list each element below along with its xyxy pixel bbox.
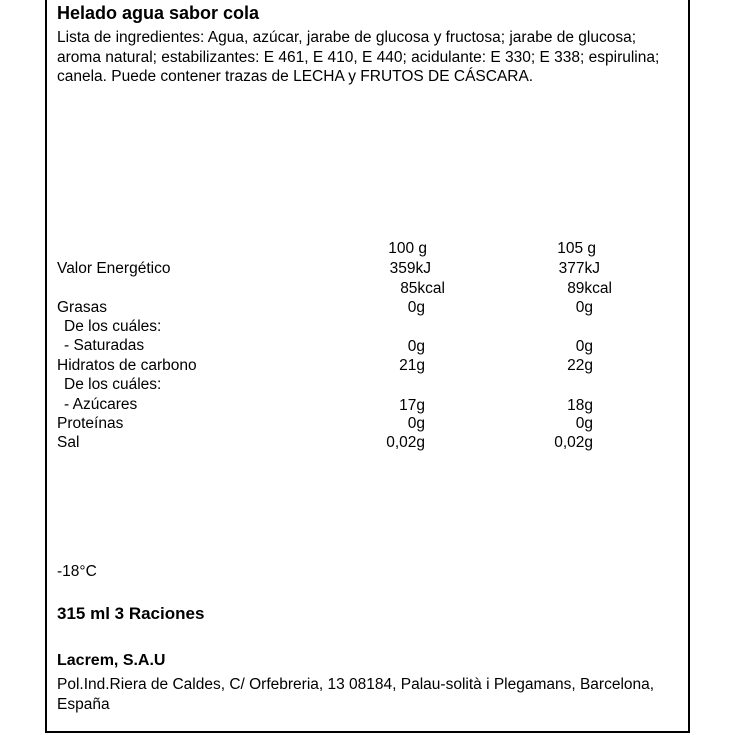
row-protein-v2: 0g [575, 415, 593, 432]
row-energy-v2: 377kJ [558, 260, 600, 277]
row-label-energy: Valor Energético [57, 260, 171, 277]
row-sugars-v1: 17g [399, 397, 425, 414]
storage-temperature: -18°C [57, 563, 97, 580]
row-fat-v1: 0g [407, 299, 425, 316]
row-sugars-v2: 18g [567, 397, 593, 414]
row-energy-v1: 359kJ [389, 260, 431, 277]
product-title: Helado agua sabor cola [57, 3, 260, 23]
row-label-saturated: - Saturadas [64, 337, 145, 354]
row-label-protein: Proteínas [57, 415, 124, 432]
row-label-salt: Sal [57, 434, 80, 451]
row-carbs-v2: 22g [567, 357, 593, 374]
row-label-of-which-carbs: De los cuáles: [64, 376, 162, 393]
row-carbs-v1: 21g [399, 357, 425, 374]
row-saturated-v2: 0g [575, 338, 593, 355]
company-name: Lacrem, S.A.U [57, 652, 166, 669]
row-label-sugars: - Azúcares [64, 396, 138, 413]
package-format: 315 ml 3 Raciones [57, 604, 205, 623]
row-label-of-which-fat: De los cuáles: [64, 318, 162, 335]
row-label-carbs: Hidratos de carbono [57, 357, 197, 374]
row-label-fat: Grasas [57, 299, 107, 316]
row-salt-v1: 0,02g [386, 434, 425, 451]
row-fat-v2: 0g [575, 299, 593, 316]
col1-header: 100 g [388, 240, 427, 257]
row-kcal-v2: 89kcal [567, 280, 612, 297]
col2-header: 105 g [557, 240, 596, 257]
ingredients-list: Lista de ingredientes: Agua, azúcar, jarabe de glucosa y fructosa; jarabe de glucosa; aroma natural; estabilizantes: E 461, E 410, E 440; acidulante: E 330; E 338; espirulina; canela. Puede contener trazas de LECHA y FRUTOS DE CÁSCARA. [57, 29, 660, 85]
row-protein-v1: 0g [407, 415, 425, 432]
row-salt-v2: 0,02g [554, 434, 593, 451]
row-kcal-v1: 85kcal [400, 280, 445, 297]
company-address: Pol.Ind.Riera de Caldes, C/ Orfebreria, 13 08184, Palau-solità i Plegamans, Barcelona, España [57, 676, 655, 713]
row-saturated-v1: 0g [407, 338, 425, 355]
